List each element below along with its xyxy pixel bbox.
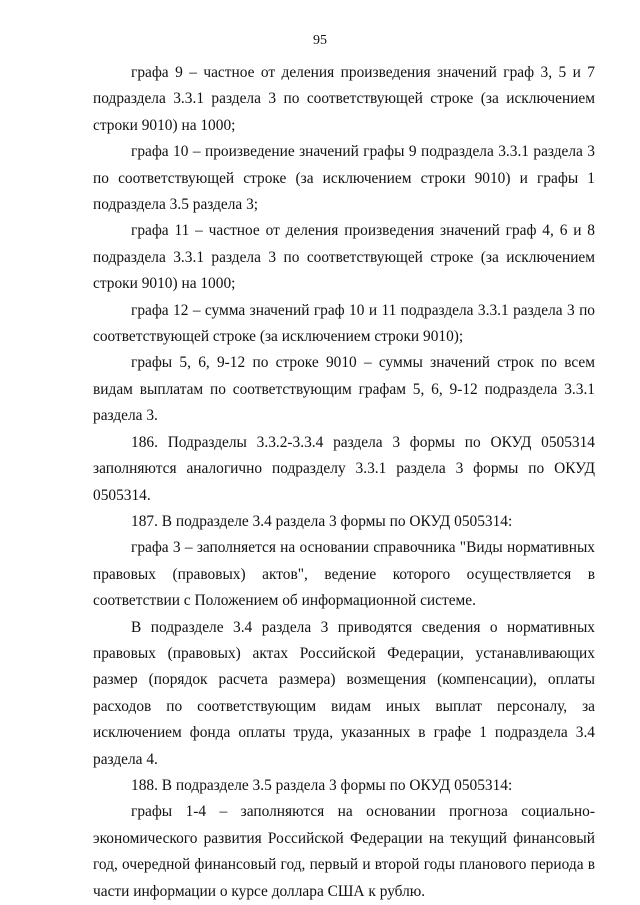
- paragraph-item-187: 187. В подразделе 3.4 раздела 3 формы по ОКУД 0505314:: [131, 512, 513, 530]
- paragraph-item-186: 186. Подразделы 3.3.2-3.3.4 раздела 3 формы по ОКУД 0505314 заполняются аналогично подразделу 3.3.1 раздела 3 формы по ОКУД 0505314.: [93, 433, 595, 504]
- paragraph-columns-totals: графы 5, 6, 9-12 по строке 9010 – суммы значений строк по всем видам выплатам по соответствующим графам 5, 6, 9-12 подраздела 3.3.1 раздела 3.: [93, 354, 595, 425]
- paragraph-column-3: графа 3 – заполняется на основании справочника "Виды нормативных правовых (правовых) актов", ведение которого осуществляется в соответствии с Положением об информационной системе.: [93, 539, 595, 610]
- paragraph-subsection-3-4: В подразделе 3.4 раздела 3 приводятся сведения о нормативных правовых (правовых) актах Российской Федерации, устанавливающих размер (порядок расчета размера) возмещения (компенсации), оплаты расходов по соответствующим видам иных выплат персоналу, за исключением фонда оплаты труда, указанных в графе 1 подраздела 3.4 раздела 4.: [93, 618, 595, 768]
- paragraph-item-188: 188. В подразделе 3.5 раздела 3 формы по ОКУД 0505314:: [131, 776, 513, 794]
- paragraph-column-9: графа 9 – частное от деления произведения значений граф 3, 5 и 7 подраздела 3.3.1 раздела 3 по соответствующей строке (за исключением строки 9010) на 1000;: [93, 64, 595, 134]
- paragraph-column-12: графа 12 – сумма значений граф 10 и 11 подраздела 3.3.1 раздела 3 по соответствующей строке (за исключением строки 9010);: [93, 301, 595, 346]
- page-number: 95: [313, 33, 327, 48]
- paragraph-column-10: графа 10 – произведение значений графы 9 подраздела 3.3.1 раздела 3 по соответствующей строке (за исключением строки 9010) и графы 1 подраздела 3.5 раздела 3;: [93, 143, 595, 214]
- paragraph-column-11: графа 11 – частное от деления произведения значений граф 4, 6 и 8 подраздела 3.3.1 раздела 3 по соответствующей строке (за исключением строки 9010) на 1000;: [93, 222, 595, 293]
- document-body: [93, 60, 595, 905]
- paragraph-columns-1-4: графы 1-4 – заполняются на основании прогноза социально-экономического развития Российской Федерации на текущий финансовый год, очередной финансовый год, первый и второй годы планового периода в части информации о курсе доллара США к рублю.: [93, 803, 595, 900]
